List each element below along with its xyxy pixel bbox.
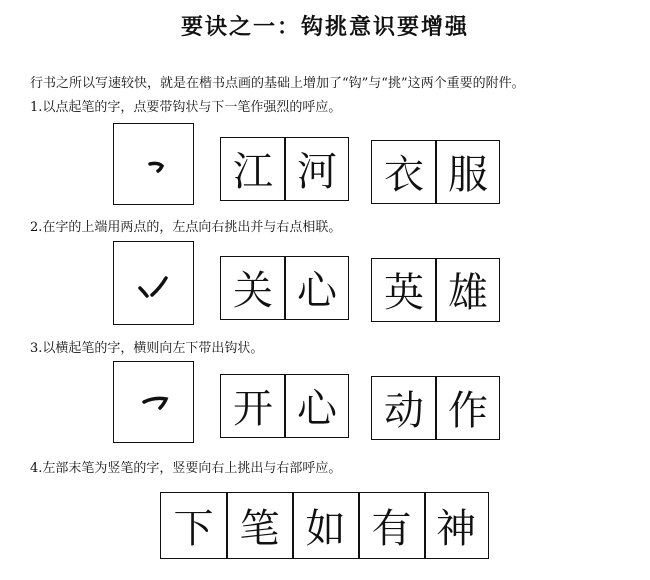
char-row-4: [160, 492, 489, 559]
stroke-demo-box-3: [113, 361, 194, 443]
char-cell: 英: [384, 270, 424, 316]
stroke-demo-box-1: [113, 123, 194, 205]
char-cell: 有: [371, 505, 412, 552]
char-cell: 心: [297, 268, 337, 314]
hooked-horizontal-stroke: [114, 362, 195, 444]
char-cell: 下: [173, 505, 214, 552]
stroke-demo-box-2: [113, 241, 194, 325]
rule-3-label: 3.以横起笔的字，横则向左下带出钩状。: [30, 341, 264, 356]
char-pair-2b: [371, 258, 500, 322]
char-cell: 开: [233, 386, 273, 432]
hooked-dot-stroke: [114, 124, 195, 206]
page-title: 要诀之一：钩挑意识要增强: [180, 15, 469, 40]
char-pair-3a: [220, 374, 349, 438]
char-pair-2a: [220, 256, 349, 320]
rule-1-label: 1.以点起笔的字，点要带钩状与下一笔作强烈的呼应。: [30, 100, 342, 115]
linked-two-dots-stroke: [114, 242, 195, 326]
char-cell: 如: [305, 505, 346, 552]
char-cell: 笔: [239, 505, 280, 552]
char-cell: 衣: [384, 152, 424, 198]
char-cell: 关: [233, 268, 273, 314]
char-cell: 心: [297, 386, 337, 432]
rule-4-label: 4.左部末笔为竖笔的字，竖要向右上挑出与右部呼应。: [30, 461, 342, 476]
char-pair-1b: [371, 140, 500, 204]
char-pair-3b: [371, 376, 500, 440]
char-cell: 动: [384, 388, 424, 434]
rule-2-label: 2.在字的上端用两点的，左点向右挑出并与右点相联。: [30, 220, 342, 235]
char-cell: 服: [448, 152, 488, 198]
char-cell: 雄: [448, 270, 488, 316]
char-cell: 作: [448, 388, 488, 434]
char-cell: 河: [297, 149, 337, 195]
intro-text: 行书之所以写速较快，就是在楷书点画的基础上增加了“钩”与“挑”这两个重要的附件。: [30, 76, 525, 91]
char-cell: 神: [436, 505, 476, 552]
char-cell: 江: [233, 149, 273, 195]
char-pair-1a: [220, 137, 349, 201]
